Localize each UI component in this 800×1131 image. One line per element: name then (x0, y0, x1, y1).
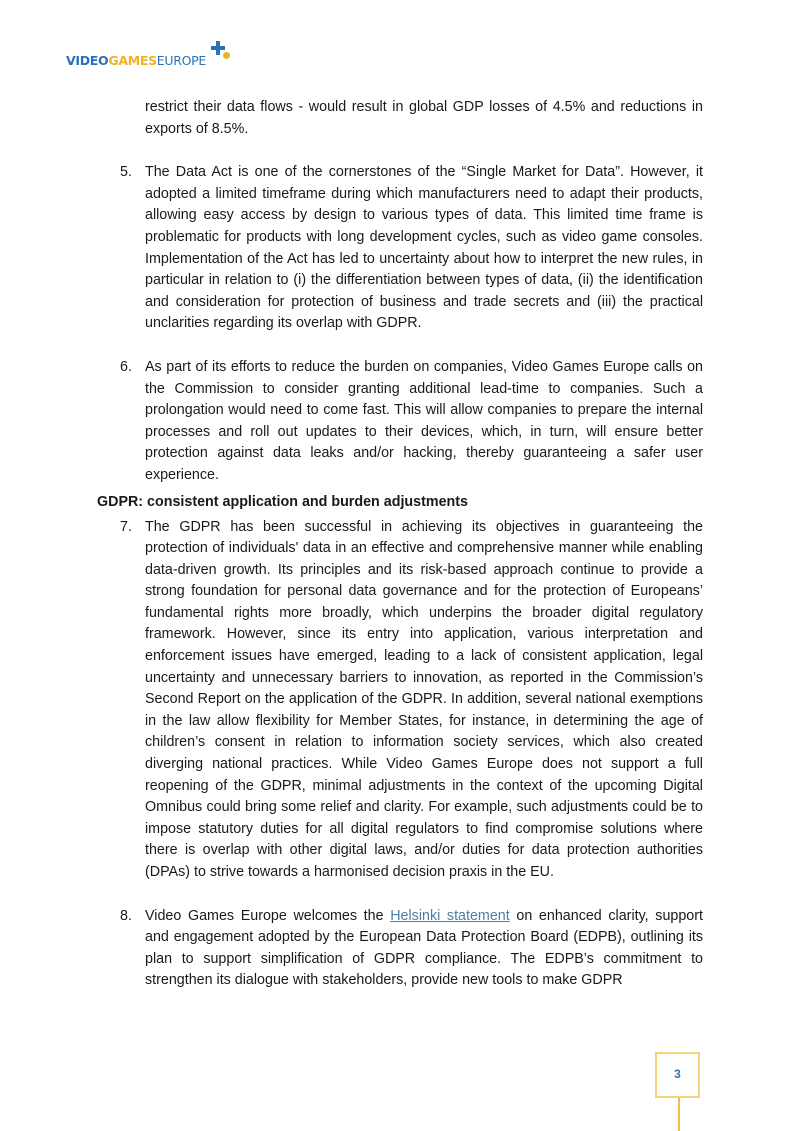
list-item-6 (97, 357, 703, 487)
item-text: The Data Act is one of the cornerstones of the “Single Market for Data”. However, it adopted a limited timeframe during which manufacturers need to adapt their products, allowing easy access by design to various types of data. This limited time frame is problematic for products with long development cycles, such as video game consoles. Implementation of the Act has led to uncertainty about how to interpret the new rules, in particular in relation to (i) the differentiation between types of data, (ii) the identification and consideration for protection of business and trade secrets and (iii) the practical unclarities regarding its overlap with GDPR. (145, 164, 703, 332)
item-text-before: Video Games Europe welcomes the (145, 907, 391, 924)
item-text-after: on enhanced clarity, support and engagement adopted by the European Data Protection Board (EDPB), outlining its plan to support simplification of GDPR compliance. The EDPB’s commitment to strengthen its dialogue with stakeholders, provide new tools to make GDPR (145, 907, 703, 989)
paragraph-continuation: restrict their data flows - would result in global GDP losses of 4.5% and reductions in exports of 8.5%. (145, 99, 703, 137)
helsinki-statement-link[interactable]: Helsinki statement (390, 907, 510, 924)
page-number-line (678, 1098, 680, 1131)
item-text: The GDPR has been successful in achieving its objectives in guaranteeing the protection of individuals' data in an effective and comprehensive manner while enabling data-driven growth. Its principles and its risk-based approach continue to provide a strong foundation for personal data governance and for the protection of Europeans’ fundamental rights more broadly, which underpins the broader digital regulatory framework. However, since its entry into application, various interpretation and enforcement issues have emerged, leading to a lack of consistent application, legal uncertainty and unnecessary barriers to innovation, as reported in the Commission’s Second Report on the application of the GDPR. In addition, several national exemptions in the law allow flexibility for Member States, for instance, in determining the age of children’s consent in relation to information society services, which also created diverging national practices. While Video Games Europe does not support a full reopening of the GDPR, minimal adjustments in the context of the upcoming Digital Omnibus could bring some relief and clarity. For example, such adjustments could be to impose statutory duties for all digital regulators to find compromise solutions where there is overlap with other digital laws, and/or duties for data protection authorities (DPAs) to strive towards a harmonised decision praxis in the EU. (145, 518, 703, 880)
item-number: 6. (120, 358, 132, 375)
list-item-8 (97, 906, 703, 992)
dot-icon (223, 52, 230, 59)
page-number: 3 (674, 1067, 681, 1081)
item-number: 5. (120, 164, 132, 181)
item-text: As part of its efforts to reduce the burden on companies, Video Games Europe calls on the Commission to consider granting additional lead-time to companies. Such a prolongation would need to come fast. This will allow companies to prepare the internal processes and roll out updates to their devices, which, in turn, will ensure better protection against data leaks and/or hacking, thereby guaranteeing a safer user experience. (145, 358, 703, 483)
list-item-7 (97, 517, 703, 884)
document-body (97, 97, 703, 992)
logo-wordmark: VIDEOGAMESEUROPE (66, 53, 207, 68)
video-games-europe-logo (66, 40, 236, 70)
page-number-box (655, 1052, 700, 1098)
item-number: 7. (120, 518, 132, 535)
list-item-5 (97, 162, 703, 335)
section-heading: GDPR: consistent application and burden adjustments (97, 493, 468, 510)
item-number: 8. (120, 907, 132, 924)
